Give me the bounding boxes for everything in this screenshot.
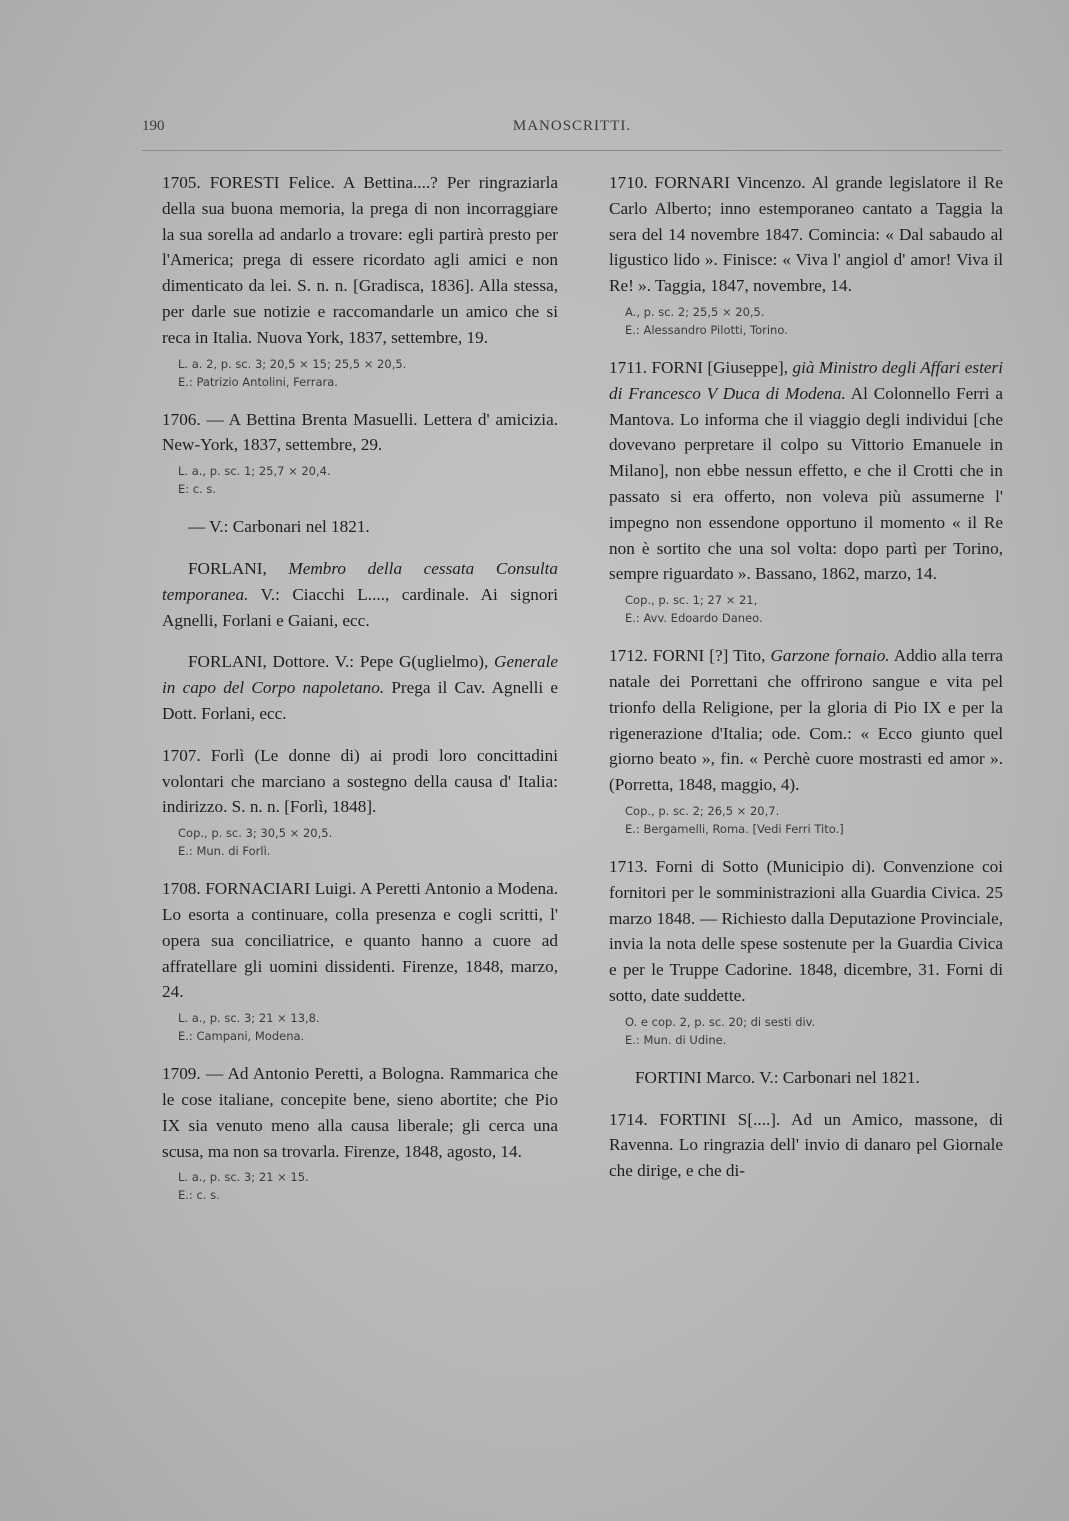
entry-text: Al grande legislatore il Re Carlo Alberto; inno estemporaneo cantato a Taggia la sera del 14 novembre 1847. Comincia: « Dal sabaudo al ligustico lido ». Finisce: « Viva l' angiol d' amor! Viva il Re! ». Taggia, 1847, novembre, 14. [609,173,1003,296]
entry-text: (Le donne di) ai prodi loro concittadini volontari che marciano a sostegno della causa d' Italia: indirizzo. S. n. n. [Forlì, 1848]. [162,745,558,817]
crossref-text: — V.: Carbonari nel 1821. [188,517,370,537]
entry-meta: Cop., p. sc. 1; 27 × 21, [625,593,758,608]
running-title: MANOSCRITTI. [512,118,632,134]
entry-owner: E.: Mun. di Udine. [625,1032,727,1047]
entry-meta: L. a., p. sc. 3; 21 × 13,8. [178,1011,320,1026]
entry-owner: E.: c. s. [178,1188,220,1203]
entry-meta: L. a. 2, p. sc. 3; 20,5 × 15; 25,5 × 20,5. [178,356,407,371]
entry-1706 [162,407,558,499]
entry-text: A Bettina....? Per ringraziarla della sua buona memoria, la prega di non incorraggiare la sua sorella ad andarlo a trovare: egli partirà presto per l'America; prega di essere ricordato agli amici e non dimenticato da lei. S. n. n. [Gradisca, 1836]. Alla stessa, per darle sue notizie e raccomandarle un amico che si reca in Italia. Nuova York, 1837, settembre, 19. [162,173,558,347]
entry-lead: 1707. Forlì [162,745,245,765]
entry-meta: Cop., p. sc. 2; 26,5 × 20,7. [625,803,780,818]
entry-1712 [609,643,1003,838]
entry-1709 [162,1061,558,1204]
entry-1711 [609,355,1003,627]
entry-owner: E.: Bergamelli, Roma. [Vedi Ferri Tito.] [625,821,844,836]
crossref-forlani-2 [162,649,558,726]
crossref-italic: Generale in capo del Corpo napoletano. [162,652,558,698]
entry-1710 [609,170,1003,339]
entry-lead: 1705. FORESTI Felice. [162,173,335,192]
right-column [609,170,1003,1200]
entry-italic: Garzone fornaio. [765,646,890,666]
entry-owner: E.: Mun. di Forlì. [178,844,271,859]
entry-1705 [162,170,558,391]
entry-1708 [162,876,558,1045]
entry-meta: L. a., p. sc. 1; 25,7 × 20,4. [178,464,331,479]
entry-text: Addio alla terra natale dei Porrettani che offrirono sangue e vita pel trionfo della Religione, per la gloria di Pio IX e per la rigenerazione d'Italia; ode. Com.: « Ecco giunto quel giorno beato », fin. « Perchè cuore mostrasti ed amor ». (Porretta, 1848, maggio, 4). [609,646,1003,795]
entry-lead: 1713. Forni di Sotto [609,856,759,876]
crossref-italic: Membro della cessata Consulta temporanea. [162,558,558,604]
crossref-carbonari [162,514,558,540]
entry-text: A Peretti Antonio a Modena. Lo esorta a continuare, colla presenza e cogli scritti, l' opera sua conciliatrice, e quanto hanno a cuore ad affratellare gli uomini dissidenti. Firenze, 1848, marzo, 24. [162,879,558,1002]
entry-lead: 1706. — A Bettina Brenta Masuelli. [162,409,418,429]
entry-meta: Cop., p. sc. 3; 30,5 × 20,5. [178,826,333,841]
crossref-text: V.: Pepe G(uglielmo), [329,652,489,672]
crossref-text-2: Prega il Cav. Agnelli e Dott. Forlani, ecc. [162,678,558,723]
crossref-lead: FORLANI, [188,558,267,578]
entry-text: Al Colonnello Ferri a Mantova. Lo informa che il viaggio degli individui [che dovevano perpretare il colpo su Vittorio Emanuele in Milano], non ebbe nessun effetto, e che il Crotti che in passato si era offerto, non voleva più assumerne l' impegno non essendone opportuno il momento « il Re non è sortito che una sol volta: dopo partì per Torino, sempre riguardato ». Bassano, 1862, marzo, 14. [609,383,1003,584]
entry-1713 [609,854,1003,1049]
crossref-fortini [609,1065,1003,1091]
entry-lead: 1708. FORNACIARI Luigi. [162,879,357,899]
entry-text: Lettera d' amicizia. New-York, 1837, settembre, 29. [162,409,558,455]
crossref-text: V.: Ciacchi L...., cardinale. Ai signori Agnelli, Forlani e Gaiani, ecc. [162,584,558,630]
entry-meta: L. a., p. sc. 3; 21 × 15. [178,1170,309,1185]
entry-owner: E: c. s. [178,482,217,497]
entry-text: Ad un Amico, massone, di Ravenna. Lo ringrazia dell' invio di danaro pel Giornale che dirige, e che di- [609,1109,1003,1181]
entry-lead: 1709. — Ad Antonio Peretti, a Bologna. [162,1064,445,1084]
crossref-forlani-1 [162,556,558,633]
crossref-lead: FORLANI, Dottore. [188,652,330,672]
left-column [162,170,558,1220]
entry-text: Rammarica che le cose italiane, concepite bene, sieno abortite; che Pio IX sia venuto meno alla causa liberale; gli cerca una scusa, ma non sa trovarla. Firenze, 1848, agosto, 14. [162,1064,558,1161]
entry-1714 [609,1107,1003,1184]
entry-meta: A., p. sc. 2; 25,5 × 20,5. [625,304,765,319]
entry-lead: 1712. FORNI [?] Tito, [609,646,766,666]
page-number: 190 [142,118,165,134]
header-rule [142,150,1002,151]
entry-italic: già Ministro degli Affari esteri di Francesco V Duca di Modena. [609,357,1003,403]
entry-meta: O. e cop. 2, p. sc. 20; di sesti div. [625,1014,816,1029]
entry-lead: 1711. FORNI [Giuseppe], [609,357,789,377]
entry-text: (Municipio di). Convenzione coi fornitori per le somministrazioni alla Guardia Civica. 25 marzo 1848. — Richiesto dalla Deputazione Provinciale, invia la nota delle spese sostenute per la Guardia Civica e per le Truppe Cadorine. 1848, dicembre, 31. Forni di sotto, date suddette. [609,856,1003,1005]
entry-owner: E.: Avv. Edoardo Daneo. [625,611,763,626]
entry-1707 [162,743,558,860]
entry-lead: 1710. FORNARI Vincenzo. [609,173,806,192]
entry-lead: 1714. FORTINI S[....]. [609,1109,781,1129]
page-header [142,118,1002,142]
entry-owner: E.: Alessandro Pilotti, Torino. [625,322,788,337]
entry-owner: E.: Campani, Modena. [178,1029,305,1044]
entry-owner: E.: Patrizio Antolini, Ferrara. [178,374,338,389]
crossref-text: FORTINI Marco. V.: Carbonari nel 1821. [635,1067,920,1087]
